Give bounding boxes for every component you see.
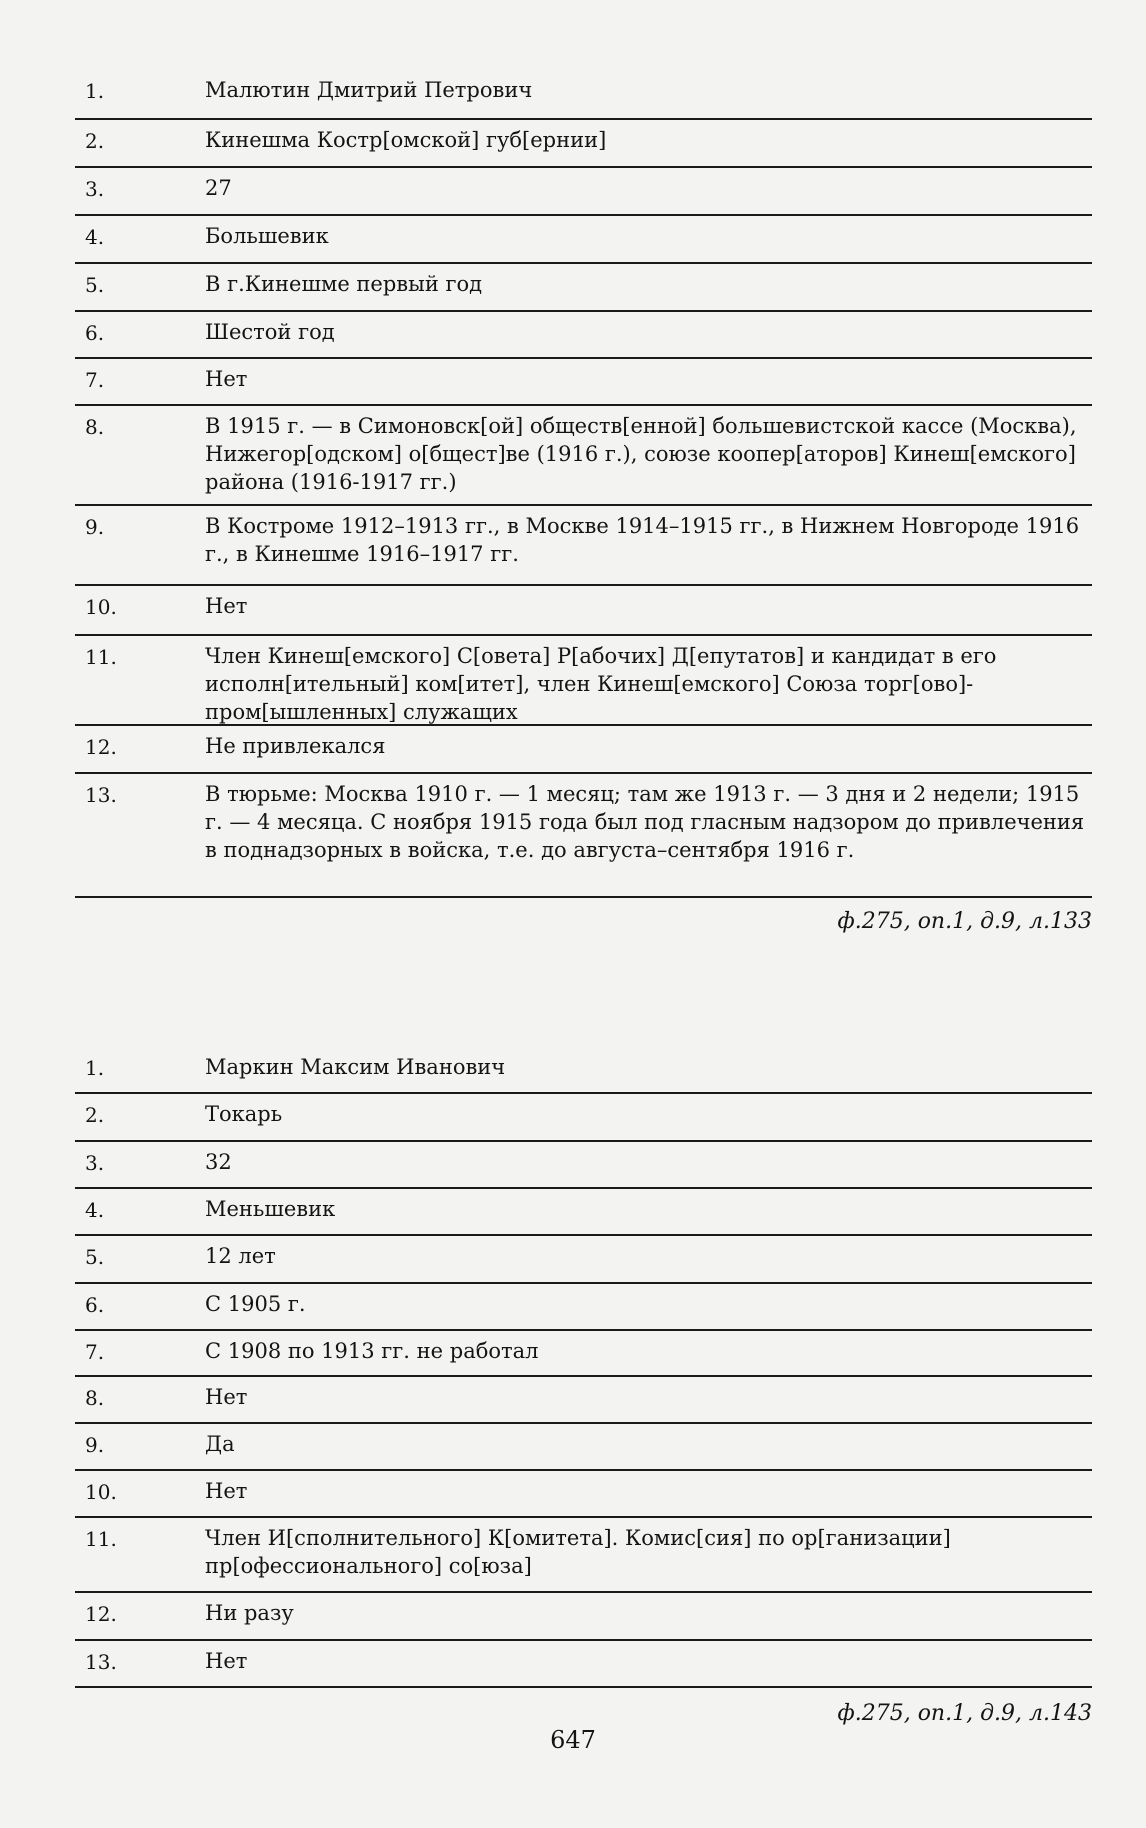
row-number: 8.: [85, 1386, 105, 1410]
row-answer: Член И[сполнительного] К[омитета]. Комис[сия] по ор[ганизации] пр[офессионального] со[юза]: [205, 1526, 951, 1578]
row-number: 12.: [85, 1602, 117, 1626]
row-number: 13.: [85, 783, 117, 807]
row-number: 2.: [85, 129, 105, 153]
row-number: 1.: [85, 79, 105, 103]
row-answer: 27: [205, 176, 232, 200]
row-answer: Ни разу: [205, 1601, 294, 1625]
table-row: [75, 1593, 1092, 1641]
row-number: 4.: [85, 225, 105, 249]
row-number: 5.: [85, 273, 105, 297]
row-answer: Маркин Максим Иванович: [205, 1055, 506, 1079]
table-row: [75, 1142, 1092, 1189]
table-row: [75, 1471, 1092, 1518]
row-answer: Меньшевик: [205, 1197, 336, 1221]
row-answer: Нет: [205, 367, 248, 391]
row-number: 2.: [85, 1103, 105, 1127]
table-row: [75, 1236, 1092, 1284]
row-answer: Нет: [205, 594, 248, 618]
table-row: [75, 1377, 1092, 1424]
row-number: 7.: [85, 368, 105, 392]
row-number: 8.: [85, 415, 105, 439]
archive-reference: ф.275, оп.1, д.9, л.133: [837, 909, 1092, 934]
row-answer: Да: [205, 1432, 235, 1456]
row-number: 1.: [85, 1056, 105, 1080]
row-answer: Нет: [205, 1649, 248, 1673]
row-number: 10.: [85, 595, 117, 619]
row-answer: Шестой год: [205, 320, 335, 344]
table-row: [75, 1641, 1092, 1688]
row-answer: Член Кинеш[емского] С[овета] Р[абочих] Д[епутатов] и кандидат в его исполн[ительный] ком[итет], член Кинеш[емского] Союза торг[ово]-пром[ышленных] служащих: [205, 644, 997, 724]
page-number: 647: [550, 1726, 596, 1754]
row-number: 12.: [85, 735, 117, 759]
row-answer: В тюрьме: Москва 1910 г. — 1 месяц; там же 1913 г. — 3 дня и 2 недели; 1915 г. — 4 месяца. С ноября 1915 года был под гласным надзором до привлечения в поднадзорных в войска, т.е. до августа–сентября 1916 г.: [205, 782, 1085, 862]
table-row: [75, 1518, 1092, 1593]
row-number: 11.: [85, 645, 117, 669]
row-number: 3.: [85, 177, 105, 201]
row-answer: В г.Кинешме первый год: [205, 272, 483, 296]
row-answer: Токарь: [205, 1102, 283, 1126]
row-answer: В 1915 г. — в Симоновск[ой] обществ[енной] большевистской кассе (Москва), Нижегор[одском] о[бщест]ве (1916 г.), союзе коопер[аторов] Кинеш[емского] района (1916-1917 гг.): [205, 414, 1077, 494]
row-answer: С 1905 г.: [205, 1292, 306, 1316]
row-number: 7.: [85, 1340, 105, 1364]
row-answer: Нет: [205, 1479, 248, 1503]
row-number: 13.: [85, 1650, 117, 1674]
row-number: 4.: [85, 1198, 105, 1222]
row-number: 5.: [85, 1245, 105, 1269]
row-answer: Нет: [205, 1385, 248, 1409]
table-row: [75, 1331, 1092, 1377]
table-row: [75, 1094, 1092, 1142]
archive-reference: ф.275, оп.1, д.9, л.143: [837, 1701, 1092, 1726]
row-answer: 32: [205, 1150, 232, 1174]
table-row: [75, 1047, 1092, 1094]
table-row: [75, 1284, 1092, 1331]
row-answer: Малютин Дмитрий Петрович: [205, 78, 533, 102]
table-row: [75, 1189, 1092, 1236]
row-number: 6.: [85, 1293, 105, 1317]
table-row: [75, 1424, 1092, 1471]
row-number: 9.: [85, 1433, 105, 1457]
row-number: 9.: [85, 515, 105, 539]
row-number: 10.: [85, 1480, 117, 1504]
row-answer: Большевик: [205, 224, 329, 248]
row-number: 11.: [85, 1527, 117, 1551]
row-number: 6.: [85, 321, 105, 345]
row-answer: С 1908 по 1913 гг. не работал: [205, 1339, 539, 1363]
row-answer: Кинешма Костр[омской] губ[ернии]: [205, 128, 607, 152]
row-number: 3.: [85, 1151, 105, 1175]
row-answer: В Костроме 1912–1913 гг., в Москве 1914–1915 гг., в Нижнем Новгороде 1916 г., в Кинешме 1916–1917 гг.: [205, 514, 1080, 566]
row-answer: 12 лет: [205, 1244, 276, 1268]
row-answer: Не привлекался: [205, 734, 386, 758]
